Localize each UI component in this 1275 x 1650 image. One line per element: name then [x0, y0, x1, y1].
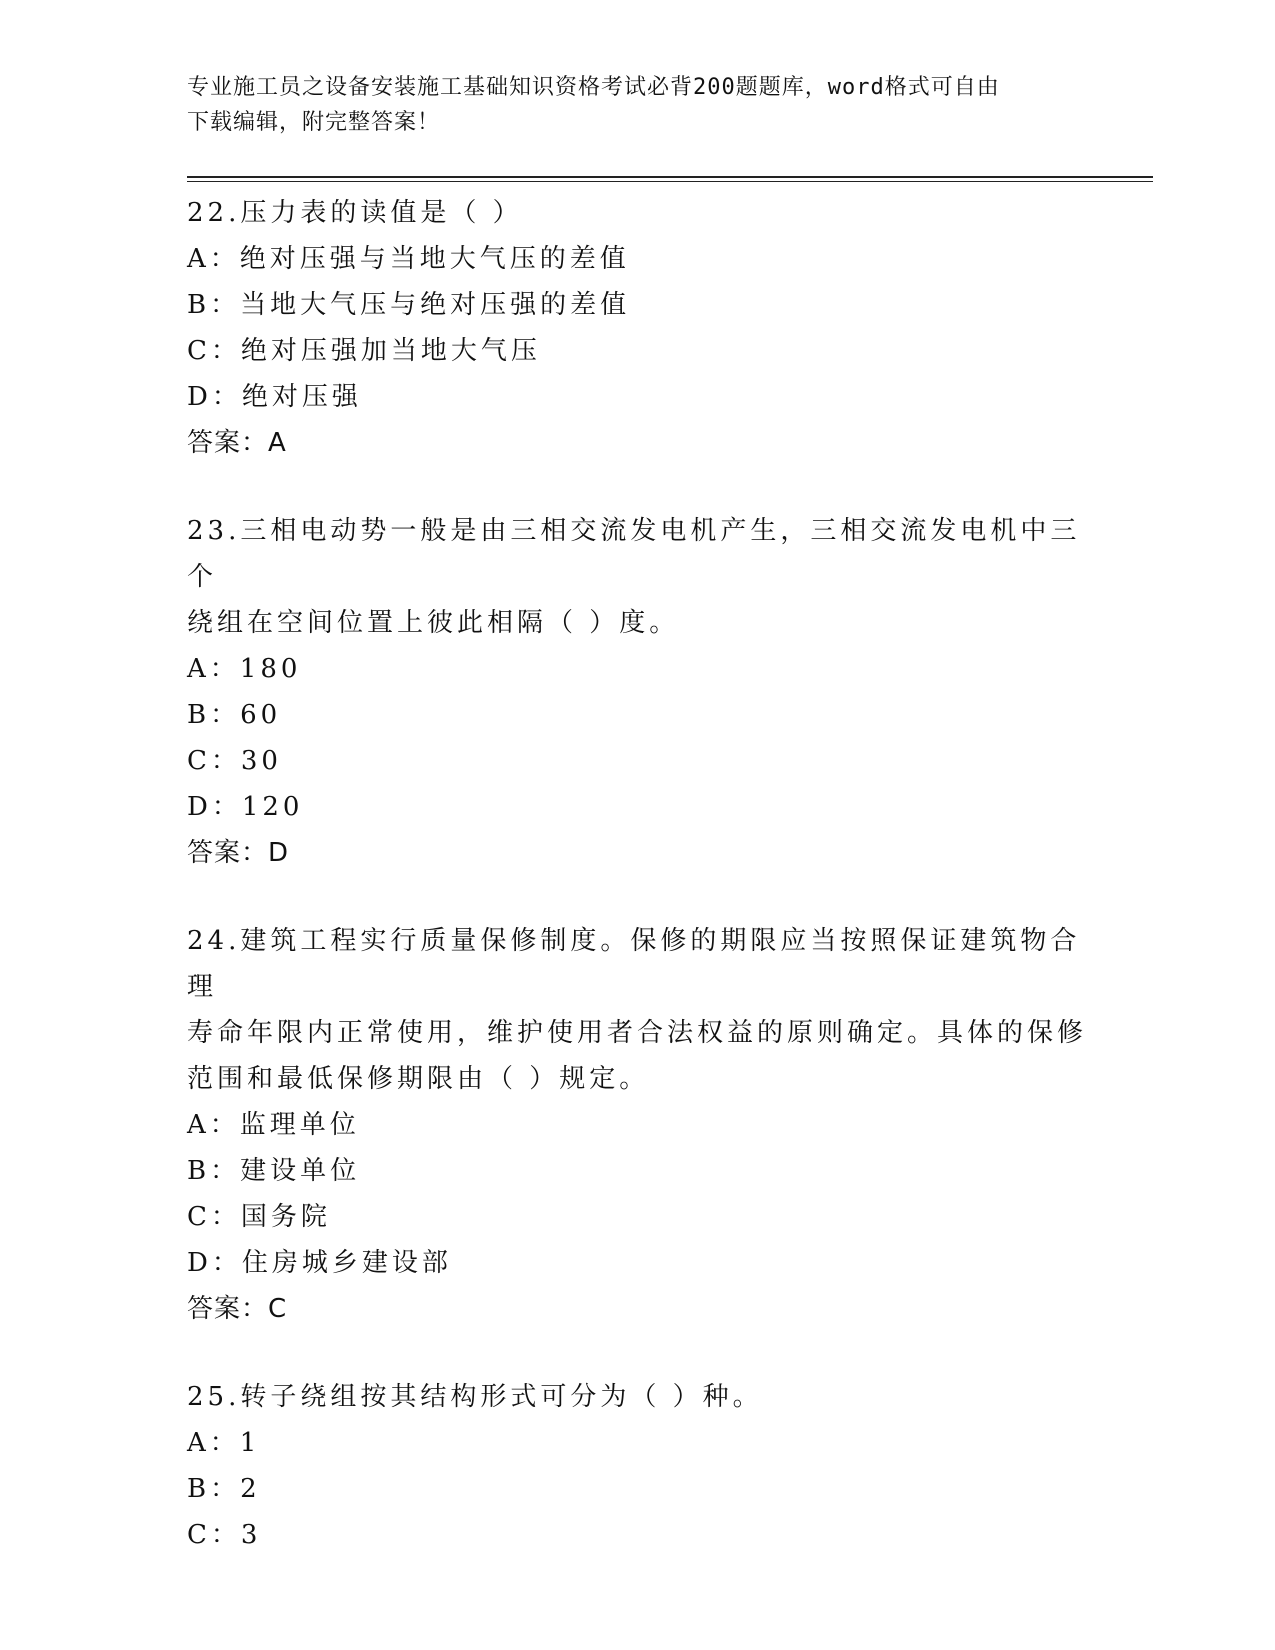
answer-line: 答案：D: [187, 838, 290, 868]
option-a: A：监理单位: [187, 1110, 360, 1140]
option-a: A：1: [187, 1428, 261, 1458]
divider-thin: [187, 181, 1153, 182]
header-line-1: 专业施工员之设备安装施工基础知识资格考试必背200题题库，word格式可自由: [187, 75, 1000, 100]
option-d: D：120: [187, 792, 304, 822]
option-a: A：绝对压强与当地大气压的差值: [187, 244, 630, 274]
question-block: [187, 918, 1087, 1332]
option-a: A：180: [187, 654, 302, 684]
question-block: [187, 508, 1087, 876]
question-block: [187, 1374, 1087, 1558]
option-c: C：30: [187, 746, 282, 776]
divider-thick: [187, 176, 1153, 178]
option-b: B：2: [187, 1474, 261, 1504]
question-stem: 寿命年限内正常使用，维护使用者合法权益的原则确定。具体的保修: [187, 1018, 1088, 1048]
question-stem: 22.压力表的读值是（ ）: [187, 198, 523, 228]
question-list: [187, 190, 1087, 1600]
document-header: [187, 70, 1087, 140]
answer-line: 答案：A: [187, 428, 287, 458]
question-stem: 绕组在空间位置上彼此相隔（ ）度。: [187, 608, 680, 638]
option-c: C：3: [187, 1520, 262, 1550]
option-d: D：绝对压强: [187, 382, 362, 412]
header-line-2: 下载编辑，附完整答案！: [187, 110, 441, 135]
option-c: C：国务院: [187, 1202, 331, 1232]
option-b: B：60: [187, 700, 282, 730]
question-block: [187, 190, 1087, 466]
question-stem: 24.建筑工程实行质量保修制度。保修的期限应当按照保证建筑物合理: [187, 926, 1081, 1002]
option-c: C：绝对压强加当地大气压: [187, 336, 541, 366]
option-d: D：住房城乡建设部: [187, 1248, 452, 1278]
question-stem: 23.三相电动势一般是由三相交流发电机产生，三相交流发电机中三个: [187, 516, 1081, 592]
question-stem: 25.转子绕组按其结构形式可分为（ ）种。: [187, 1382, 763, 1412]
question-stem: 范围和最低保修期限由（ ）规定。: [187, 1064, 650, 1094]
answer-line: 答案：C: [187, 1294, 288, 1324]
header-divider: [187, 176, 1153, 182]
option-b: B：建设单位: [187, 1156, 361, 1186]
option-b: B：当地大气压与绝对压强的差值: [187, 290, 631, 320]
